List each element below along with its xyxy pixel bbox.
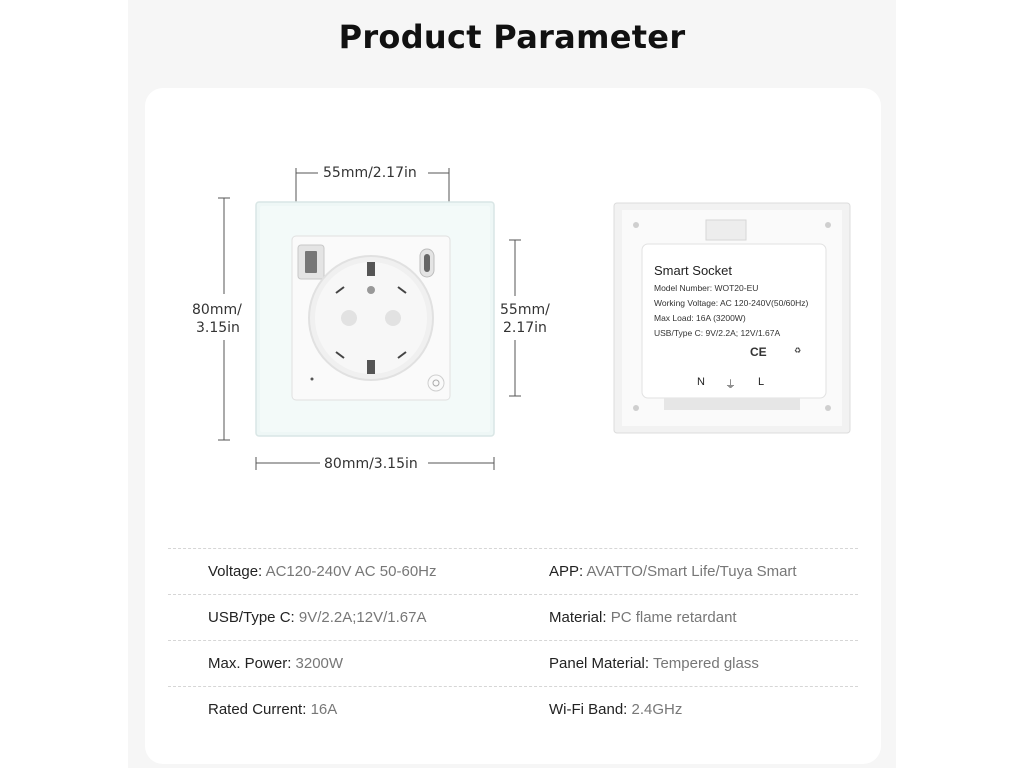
spec-table	[168, 548, 858, 732]
spec-material: Material: PC flame retardant	[549, 609, 737, 626]
back-label-title: Smart Socket	[654, 263, 733, 278]
terminal-n: N	[697, 376, 705, 388]
spec-wifi-band: Wi-Fi Band: 2.4GHz	[549, 701, 683, 718]
back-label-load: Max Load: 16A (3200W)	[654, 313, 746, 323]
spec-rated-current: Rated Current: 16A	[208, 701, 338, 718]
spec-max-power: Max. Power: 3200W	[208, 655, 344, 672]
dim-left-height-1: 80mm/	[192, 302, 242, 318]
terminal-l: L	[758, 376, 765, 388]
back-label-model: Model Number: WOT20-EU	[654, 283, 759, 293]
dim-left-height-2: 3.15in	[196, 320, 240, 336]
spec-row	[168, 640, 858, 686]
page-title: Product Parameter	[338, 18, 686, 56]
dim-right-height-1: 55mm/	[500, 302, 550, 318]
spec-app: APP: AVATTO/Smart Life/Tuya Smart	[549, 563, 797, 580]
back-label-usb: USB/Type C: 9V/2.2A; 12V/1.67A	[654, 328, 781, 338]
spec-row	[168, 548, 858, 594]
spec-voltage: Voltage: AC120-240V AC 50-60Hz	[208, 563, 437, 580]
spec-usb: USB/Type C: 9V/2.2A;12V/1.67A	[208, 609, 427, 626]
dim-bottom-width: 80mm/3.15in	[324, 456, 418, 472]
svg-text:♻: ♻	[794, 346, 802, 355]
dim-top-width: 55mm/2.17in	[323, 165, 417, 181]
spec-panel-material: Panel Material: Tempered glass	[549, 655, 759, 672]
ce-mark: CE	[750, 345, 767, 359]
terminal-earth-icon: ⏚	[725, 379, 736, 391]
spec-row	[168, 594, 858, 640]
dim-right-height-2: 2.17in	[503, 320, 547, 336]
back-label-voltage: Working Voltage: AC 120-240V(50/60Hz)	[654, 298, 809, 308]
spec-row	[168, 686, 858, 732]
